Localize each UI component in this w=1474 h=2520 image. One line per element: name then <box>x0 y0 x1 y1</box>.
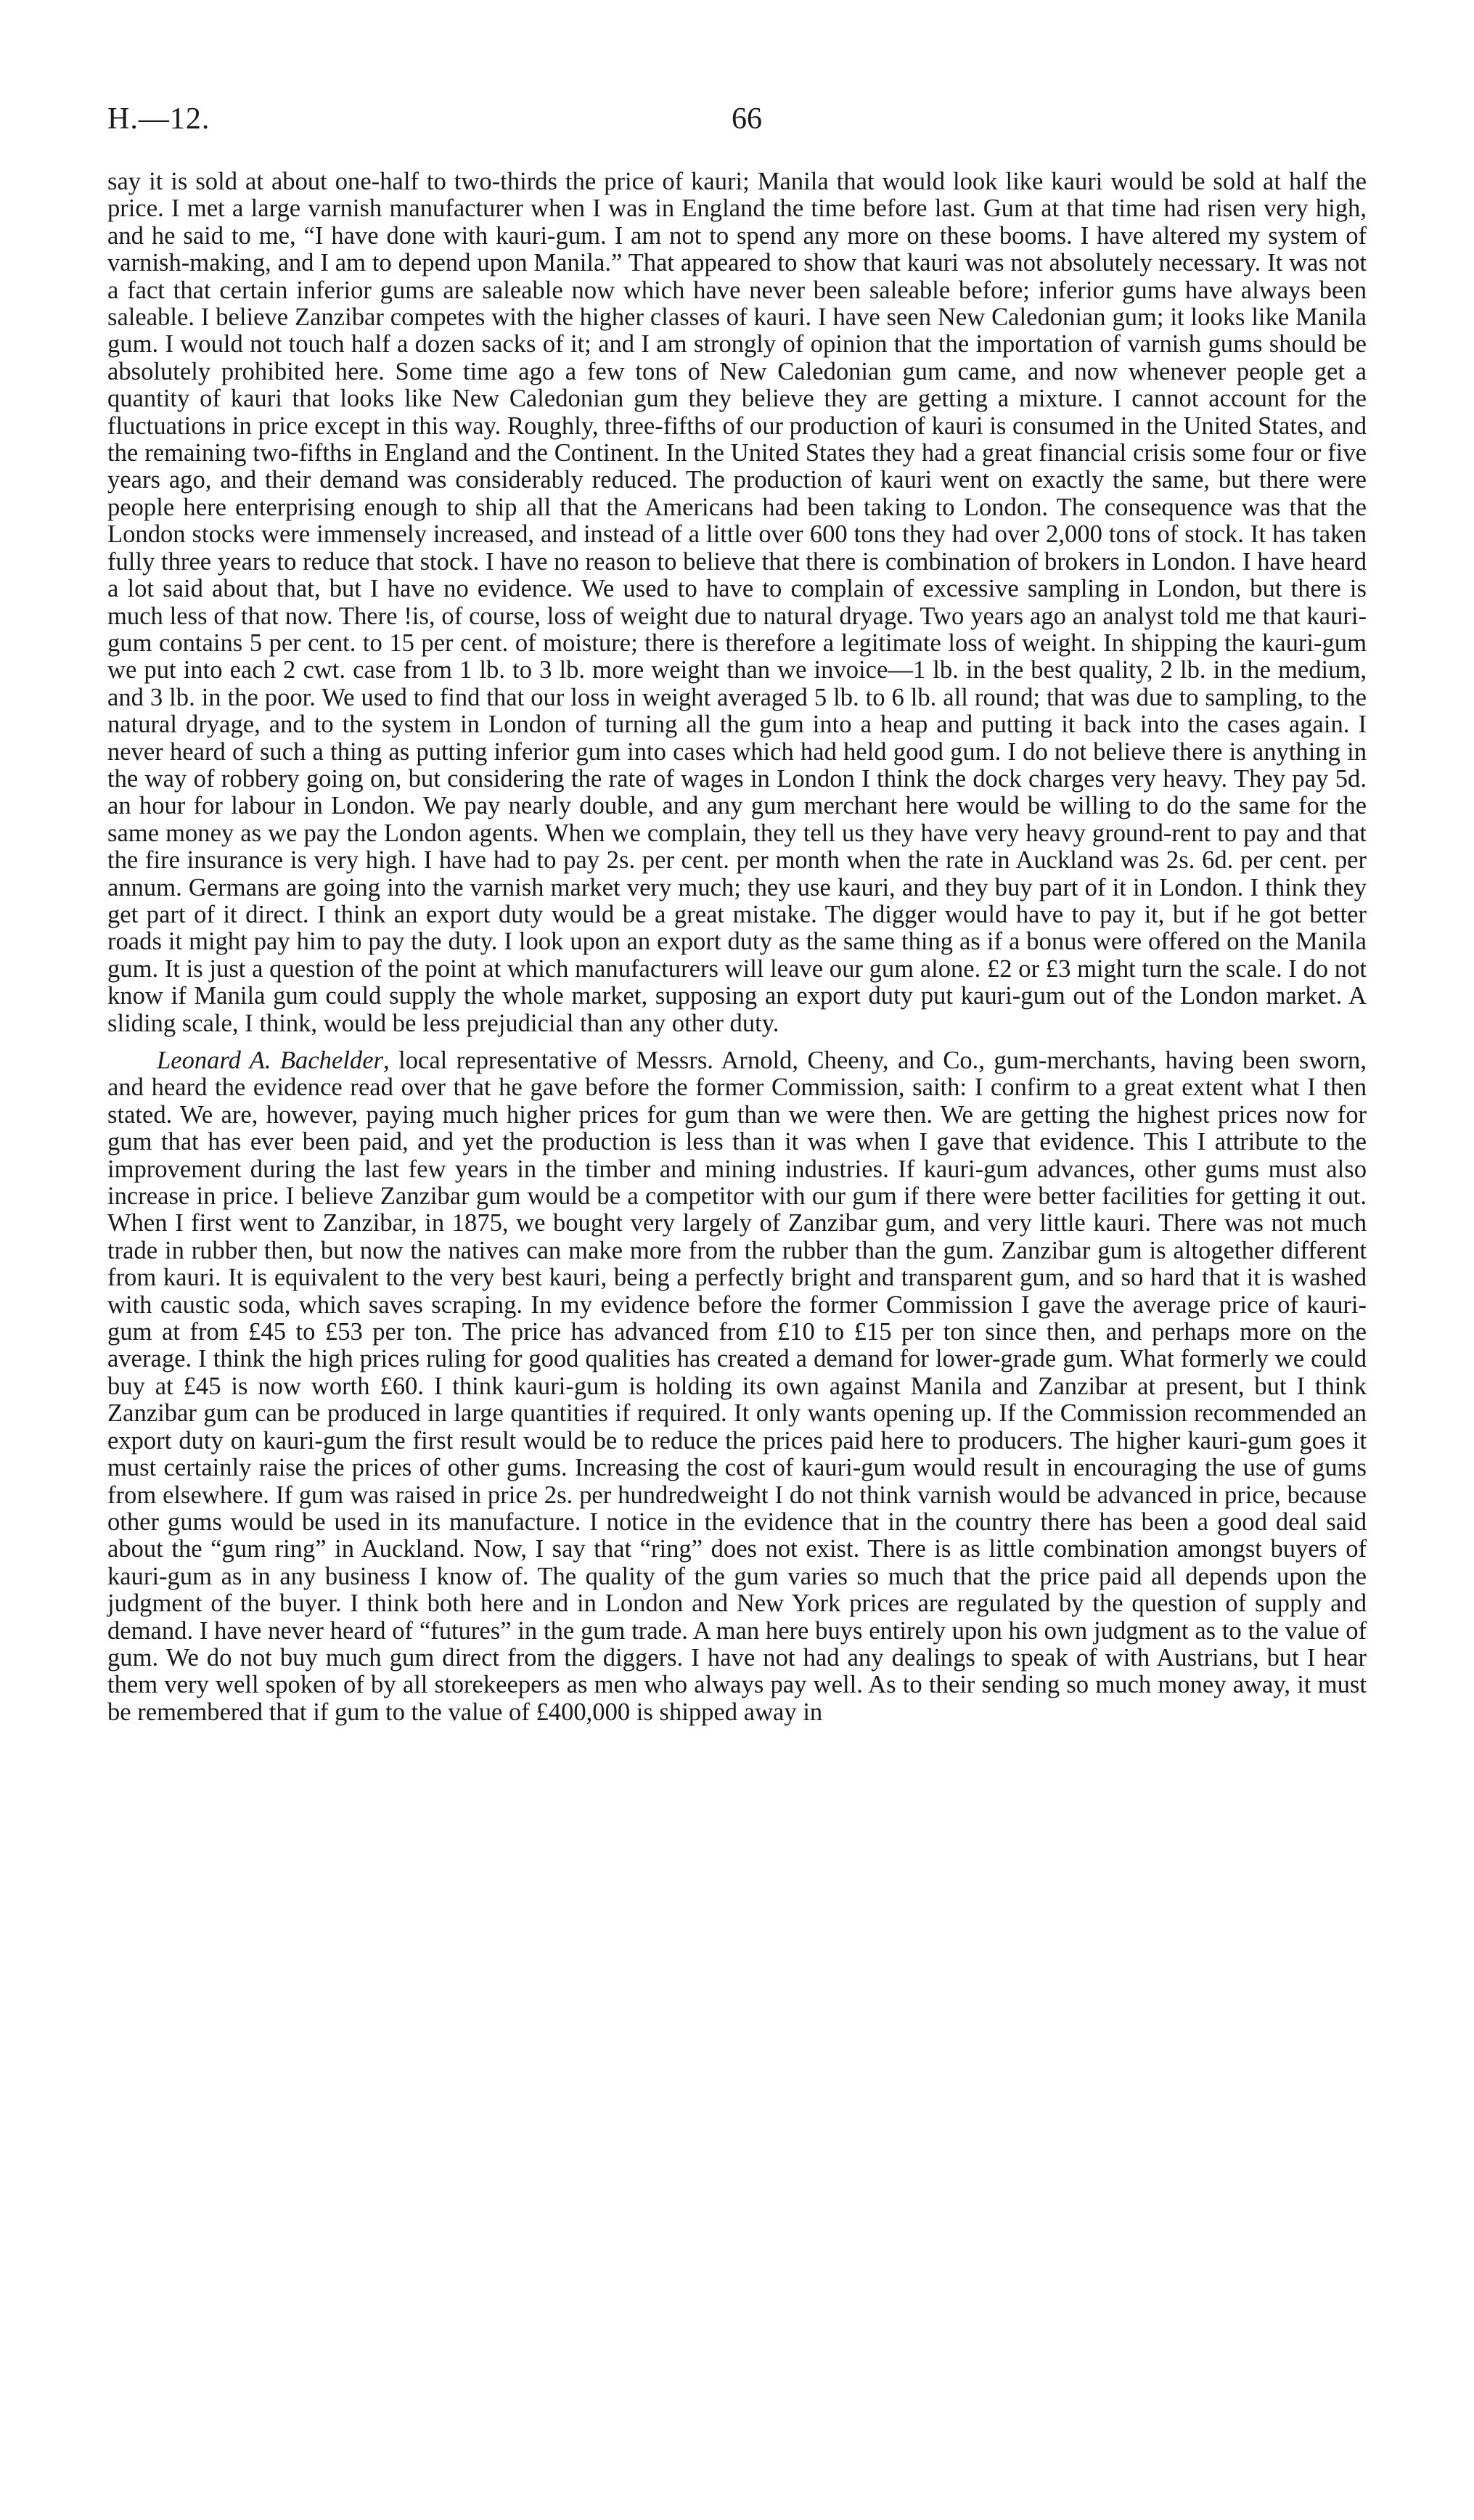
witness-name: Leonard A. Bachelder <box>157 1047 384 1074</box>
evidence-paragraph-continued: say it is sold at about one-half to two-thirds the price of kauri; Manila that would look like kauri would be sold at half the price. I met a large varnish manufacturer when I was in England the time before last. Gum at that time had risen very high, and he said to me, “I have done with kauri-gum. I am not to spend any more on these booms. I have altered my system of varnish-making, and I am to depend upon Manila.” That appeared to show that kauri was not absolutely necessary. It was not a fact that certain inferior gums are saleable now which have never been saleable before; inferior gums have always been saleable. I believe Zanzibar competes with the higher classes of kauri. I have seen New Caledonian gum; it looks like Manila gum. I would not touch half a dozen sacks of it; and I am strongly of opinion that the importation of varnish gums should be absolutely prohibited here. Some time ago a few tons of New Caledonian gum came, and now whenever people get a quantity of kauri that looks like New Caledonian gum they believe they are getting a mixture. I cannot account for the fluctuations in price except in this way. Roughly, three-fifths of our production of kauri is consumed in the United States, and the remaining two-fifths in England and the Continent. In the United States they had a great financial crisis some four or five years ago, and their demand was considerably reduced. The production of kauri went on exactly the same, but there were people here enterprising enough to ship all that the Americans had been taking to London. The consequence was that the London stocks were immensely increased, and instead of a little over 600 tons they had over 2,000 tons of stock. It has taken fully three years to reduce that stock. I have no reason to believe that there is combination of brokers in London. I have heard a lot said about that, but I have no evidence. We used to have to complain of excessive sampling in London, but there is much less of that now. There !is, of course, loss of weight due to natural dryage. Two years ago an analyst told me that kauri-gum contains 5 per cent. to 15 per cent. of moisture; there is therefore a legitimate loss of weight. In shipping the kauri-gum we put into each 2 cwt. case from 1 lb. to 3 lb. more weight than we invoice—1 lb. in the best quality, 2 lb. in the medium, and 3 lb. in the poor. We used to find that our loss in weight averaged 5 lb. to 6 lb. all round; that was due to sampling, to the natural dryage, and to the system in London of turning all the gum into a heap and putting it back into the cases again. I never heard of such a thing as putting inferior gum into cases which had held good gum. I do not believe there is anything in the way of robbery going on, but considering the rate of wages in London I think the dock charges very heavy. They pay 5d. an hour for labour in London. We pay nearly double, and any gum merchant here would be willing to do the same for the same money as we pay the London agents. When we complain, they tell us they have very heavy ground-rent to pay and that the fire insurance is very high. I have had to pay 2s. per cent. per month when the rate in Auckland was 2s. 6d. per cent. per annum. Germans are going into the varnish market very much; they use kauri, and they buy part of it in London. I think they get part of it direct. I think an export duty would be a great mistake. The digger would have to pay it, but if he got better roads it might pay him to pay the duty. I look upon an export duty as the same thing as if a bonus were offered on the Manila gum. It is just a question of the point at which manufacturers will leave our gum alone. £2 or £3 might turn the scale. I do not know if Manila gum could supply the whole market, supposing an export duty put kauri-gum out of the London market. A sliding scale, I think, would be less prejudicial than any other duty. <box>107 168 1367 1037</box>
witness-testimony: , local representative of Messrs. Arnold, Cheeny, and Co., gum-merchants, having been sworn, and heard the evidence read over that he gave before the former Commission, saith: I confirm to a great extent what I then stated. We are, however, paying much higher prices for gum than we were then. We are getting the highest prices now for gum that has ever been paid, and yet the production is less than it was when I gave that evidence. This I attribute to the improvement during the last few years in the timber and mining industries. If kauri-gum advances, other gums must also increase in price. I believe Zanzibar gum would be a competitor with our gum if there were better facilities for getting it out. When I first went to Zanzibar, in 1875, we bought very largely of Zanzibar gum, and very little kauri. There was not much trade in rubber then, but now the natives can make more from the rubber than the gum. Zanzibar gum is altogether different from kauri. It is equivalent to the very best kauri, being a perfectly bright and transparent gum, and so hard that it is washed with caustic soda, which saves scraping. In my evidence before the former Commission I gave the average price of kauri-gum at from £45 to £53 per ton. The price has advanced from £10 to £15 per ton since then, and perhaps more on the average. I think the high prices ruling for good qualities has created a demand for lower-grade gum. What formerly we could buy at £45 is now worth £60. I think kauri-gum is holding its own against Manila and Zanzibar at present, but I think Zanzibar gum can be produced in large quantities if required. It only wants opening up. If the Commission recommended an export duty on kauri-gum the first result would be to reduce the prices paid here to producers. The higher kauri-gum goes it must certainly raise the prices of other gums. Increasing the cost of kauri-gum would result in encouraging the use of gums from elsewhere. If gum was raised in price 2s. per hundredweight I do not think varnish would be advanced in price, because other gums would be used in its manufacture. I notice in the evidence that in the country there has been a good deal said about the “gum ring” in Auckland. Now, I say that “ring” does not exist. There is as little combination amongst buyers of kauri-gum as in any business I know of. The quality of the gum varies so much that the price paid all depends upon the judgment of the buyer. I think both here and in London and New York prices are regulated by the question of supply and demand. I have never heard of “futures” in the gum trade. A man here buys entirely upon his own judgment as to the value of gum. We do not buy much gum direct from the diggers. I have not had any dealings to speak of with Austrians, but I hear them very well spoken of by all storekeepers as men who always pay well. As to their sending so much money away, it must be remembered that if gum to the value of £400,000 is shipped away in <box>107 1047 1367 1726</box>
page-header <box>107 102 1367 145</box>
page-number: 66 <box>732 102 762 136</box>
evidence-paragraph-bachelder <box>107 1047 1367 1726</box>
document-body <box>107 168 1367 1726</box>
document-reference: H.—12. <box>107 102 210 136</box>
